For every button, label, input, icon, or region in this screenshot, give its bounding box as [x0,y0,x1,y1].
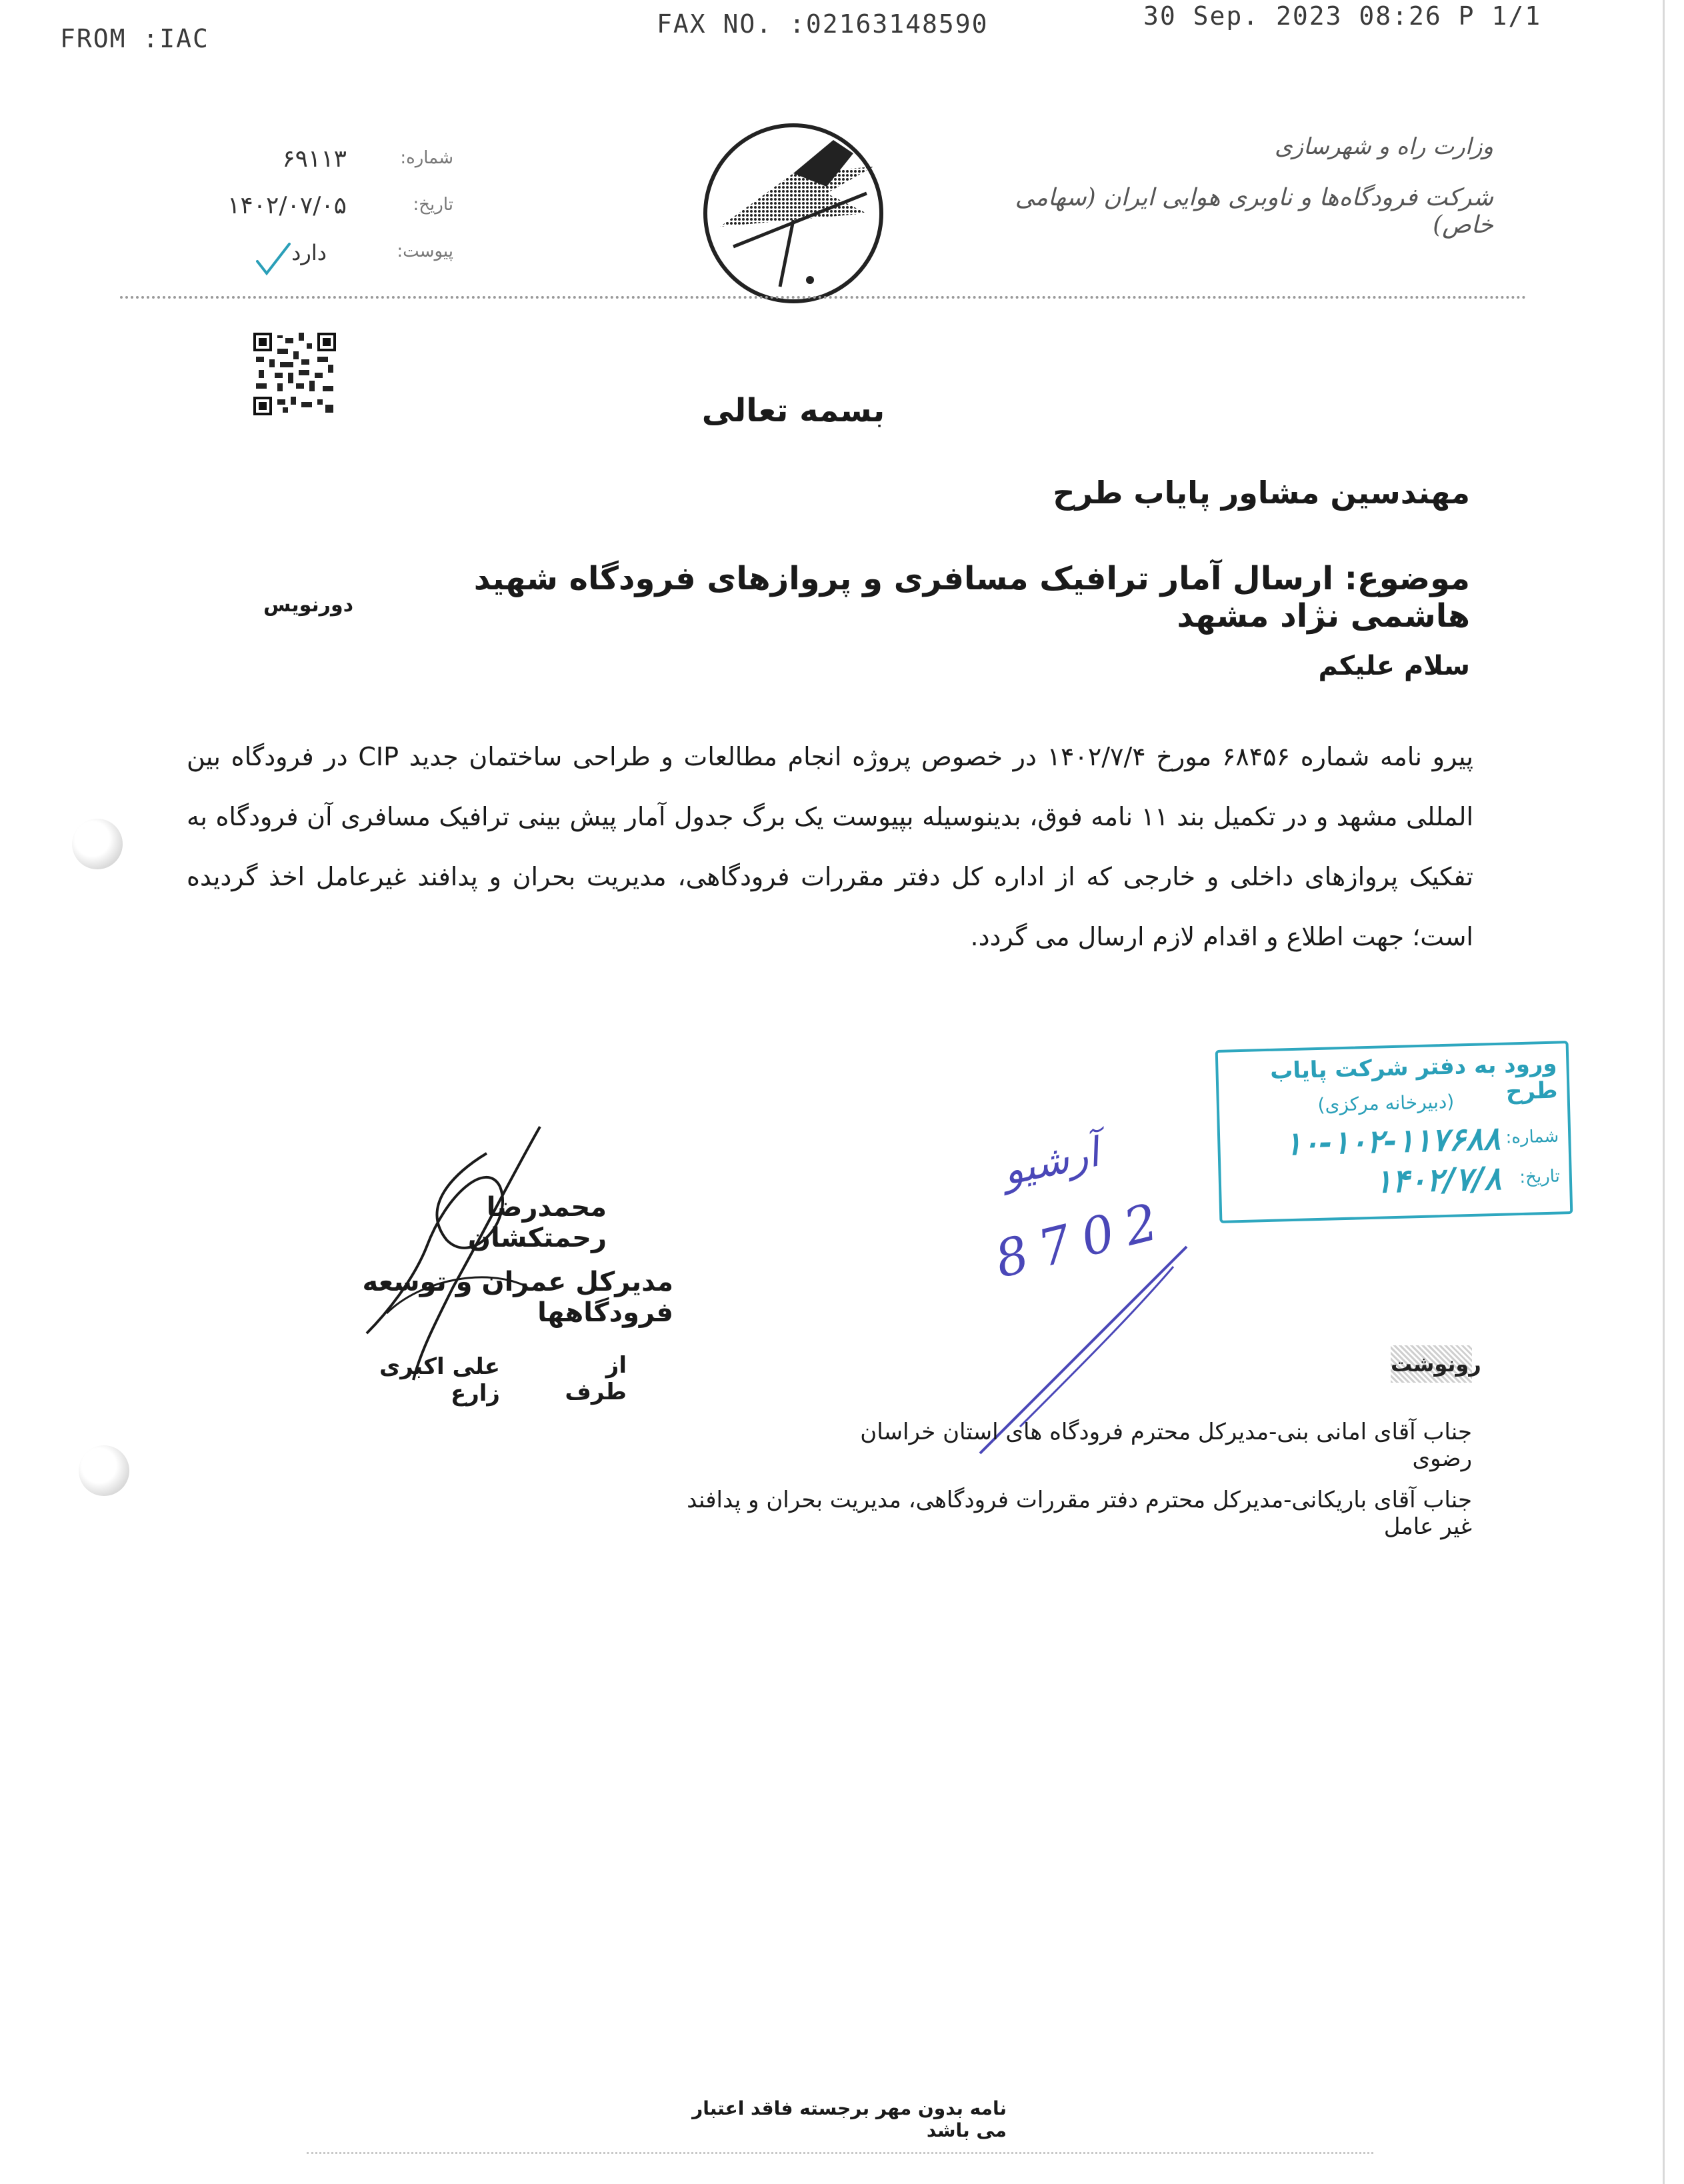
received-stamp [1215,1041,1573,1223]
fax-datetime: 30 Sep. 2023 08:26 P 1/1 [1143,1,1542,31]
footer-line [307,2152,1373,2174]
heading-bismillah: بسمه تعالی [701,392,885,429]
letter-date-value: ۱۴۰۲/۰۷/۰۵ [227,192,347,219]
check-mark-icon [253,240,293,280]
letter-attachment-label: پیوست: [397,241,453,261]
footer-validity-note: نامه بدون مهر برجسته فاقد اعتبار می باشد [692,2097,1007,2141]
copy-label: رونوشت [1391,1345,1472,1383]
on-behalf-name: علی اکبری زارع [379,1353,500,1407]
handwritten-note: آرشیو [999,1129,1103,1195]
subject-line: موضوع: ارسال آمار ترافیک مسافری و پروازهای فرودگاه شهید هاشمی نژاد مشهد [473,560,1470,635]
page-edge-line [1663,0,1665,2184]
header-separator [120,296,1527,299]
ministry-name: وزارت راه و شهرسازی [1274,133,1493,160]
signer-title: مدیرکل عمران و توسعه فرودگاهها [362,1267,673,1328]
recipient: مهندسین مشاور پایاب طرح [1053,475,1470,511]
punch-hole [79,1445,129,1496]
punch-hole [72,819,123,869]
stamp-subtitle: (دبیرخانه مرکزی) [1317,1090,1455,1116]
copy-recipient: جناب آقای امانی بنی-مدیرکل محترم فرودگاه های استان خراسان رضوی [860,1419,1472,1472]
letter-number-label: شماره: [400,148,453,168]
qr-code-icon [253,331,336,417]
handwritten-number: 8702 [989,1189,1175,1289]
fax-number: FAX NO. :02163148590 [657,9,989,39]
letter-body: پیرو نامه شماره ۶۸۴۵۶ مورخ ۱۴۰۲/۷/۴ در خصوص پروژه انجام مطالعات و طراحی ساختمان جدید CIP در فرودگاه بین المللی مشهد و در تکمیل بند ۱۱ نامه فوق، بدینوسیله بپیوست یک برگ جدول آمار پیش بینی ترافیک مسافری آن فرودگاه به تفکیک پروازهای داخلی و خارجی که از اداره کل دفتر مقررات فرودگاهی، مدیریت بحران و پدافند غیرعامل اخذ گردیده است؛ جهت اطلاع و اقدام لازم ارسال می گردد. [187,742,1473,951]
copy-recipient: جناب آقای باریکانی-مدیرکل محترم دفتر مقررات فرودگاهی، مدیریت بحران و پدافند غیر عامل [687,1487,1472,1540]
stamp-date-label: تاریخ: [1519,1166,1561,1188]
signature-scribble-icon [287,1113,633,1393]
company-name: شرکت فرودگاه‌ها و ناوبری هوایی ایران (سهامی خاص) [1015,184,1493,239]
airport-company-logo-icon [693,113,893,313]
letter-attachment-value: دارد [291,240,327,265]
fax-sender: FROM :IAC [60,24,209,53]
stamp-date: ۱۴۰۲/۷/۸ [1374,1159,1502,1201]
on-behalf-label: از طرف [565,1352,627,1405]
stamp-title: ورود به دفتر شرکت پایاب طرح [1269,1050,1558,1105]
letter-number-value: ۶۹۱۱۳ [282,145,347,173]
stamp-number: ۱۰-۱۰۲-۱۱۷۶۸۸ [1284,1119,1501,1163]
signer-name: محمدرضا رحمتکشان [467,1192,607,1253]
letter-date-label: تاریخ: [413,195,453,215]
fax-note: دورنویس [263,593,353,617]
stamp-number-label: شماره: [1505,1126,1559,1148]
greeting: سلام علیکم [1318,651,1470,681]
